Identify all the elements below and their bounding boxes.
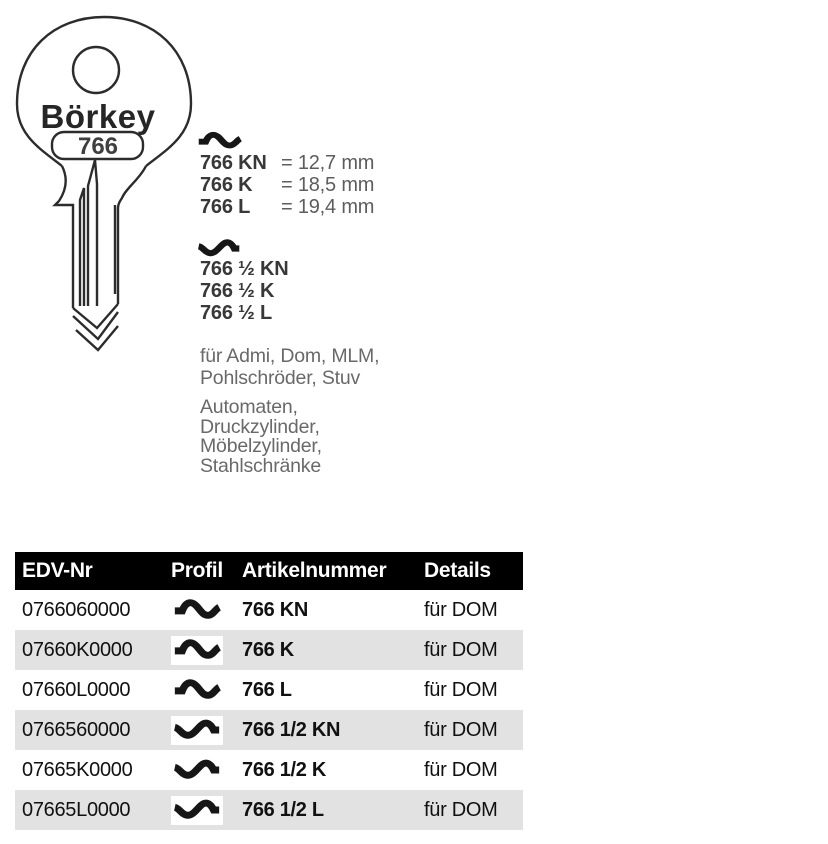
category-line: Druckzylinder, bbox=[200, 415, 320, 438]
application-line: Pohlschröder, Stuv bbox=[200, 367, 361, 389]
half-variant: 766 ½ L bbox=[200, 302, 272, 324]
application-categories bbox=[200, 398, 322, 476]
key-neck-left bbox=[55, 166, 73, 308]
length-value: = 18,5 mm bbox=[281, 173, 375, 196]
table-row bbox=[15, 750, 523, 790]
wave-profile-half-icon bbox=[197, 237, 241, 260]
length-spec-row bbox=[200, 152, 374, 174]
blade-groove-left bbox=[80, 188, 84, 306]
length-spec-row bbox=[200, 196, 374, 218]
table-row bbox=[15, 710, 523, 750]
article-number: 766 K bbox=[242, 638, 294, 661]
key-drawing bbox=[14, 8, 206, 353]
details-text: für DOM bbox=[424, 638, 498, 661]
half-variant: 766 ½ KN bbox=[200, 258, 289, 280]
application-line: für Admi, Dom, MLM, bbox=[200, 345, 380, 367]
article-number: 766 KN bbox=[242, 598, 309, 621]
table-row bbox=[15, 630, 523, 670]
wave-profile-icon bbox=[171, 636, 223, 665]
article-label: 766 L bbox=[200, 195, 251, 218]
details-text: für DOM bbox=[424, 798, 498, 821]
edv-number: 07665L0000 bbox=[22, 798, 131, 821]
length-spec-row bbox=[200, 174, 374, 196]
table-header-row bbox=[15, 552, 523, 590]
article-number: 766 1/2 KN bbox=[242, 718, 341, 741]
key-hole bbox=[73, 47, 119, 93]
key-number: 766 bbox=[77, 133, 119, 160]
article-label: 766 KN bbox=[200, 151, 267, 174]
article-number: 766 1/2 K bbox=[242, 758, 327, 781]
application-brands bbox=[200, 345, 379, 389]
brand-logo: Börkey bbox=[40, 98, 156, 135]
header-edv-nr: EDV-Nr bbox=[22, 559, 93, 582]
header-details: Details bbox=[424, 559, 491, 582]
wave-profile-icon bbox=[171, 596, 223, 625]
edv-number: 0766560000 bbox=[22, 718, 131, 741]
details-text: für DOM bbox=[424, 718, 498, 741]
wave-profile-half-icon bbox=[171, 716, 223, 745]
category-line: Automaten, bbox=[200, 396, 298, 418]
length-value: = 19,4 mm bbox=[281, 195, 375, 218]
details-text: für DOM bbox=[424, 758, 498, 781]
wave-profile-half-icon bbox=[171, 796, 223, 825]
header-artikelnummer: Artikelnummer bbox=[242, 559, 387, 582]
edv-number: 0766060000 bbox=[22, 598, 131, 621]
half-variant-list bbox=[200, 258, 288, 324]
wave-profile-icon bbox=[171, 676, 223, 705]
details-text: für DOM bbox=[424, 678, 498, 701]
length-value: = 12,7 mm bbox=[281, 151, 375, 174]
category-line: Stahlschränke bbox=[200, 454, 321, 477]
blade-tip-chevron-1 bbox=[73, 304, 118, 328]
blade-ridge-spike bbox=[88, 160, 97, 306]
header-profil: Profil bbox=[171, 559, 223, 582]
wave-profile-half-icon bbox=[171, 756, 223, 785]
table-row bbox=[15, 670, 523, 710]
article-label: 766 K bbox=[200, 173, 253, 196]
table-row bbox=[15, 790, 523, 830]
details-text: für DOM bbox=[424, 598, 498, 621]
article-number: 766 1/2 L bbox=[242, 798, 324, 821]
length-spec-list bbox=[200, 152, 374, 218]
category-line: Möbelzylinder, bbox=[200, 435, 322, 457]
edv-number: 07665K0000 bbox=[22, 758, 133, 781]
table-row bbox=[15, 590, 523, 630]
edv-number: 07660L0000 bbox=[22, 678, 131, 701]
key-neck-right bbox=[118, 166, 146, 304]
half-variant: 766 ½ K bbox=[200, 280, 275, 302]
wave-profile-icon bbox=[197, 130, 242, 152]
article-number: 766 L bbox=[242, 678, 292, 701]
edv-number: 07660K0000 bbox=[22, 638, 133, 661]
article-table bbox=[15, 552, 523, 830]
